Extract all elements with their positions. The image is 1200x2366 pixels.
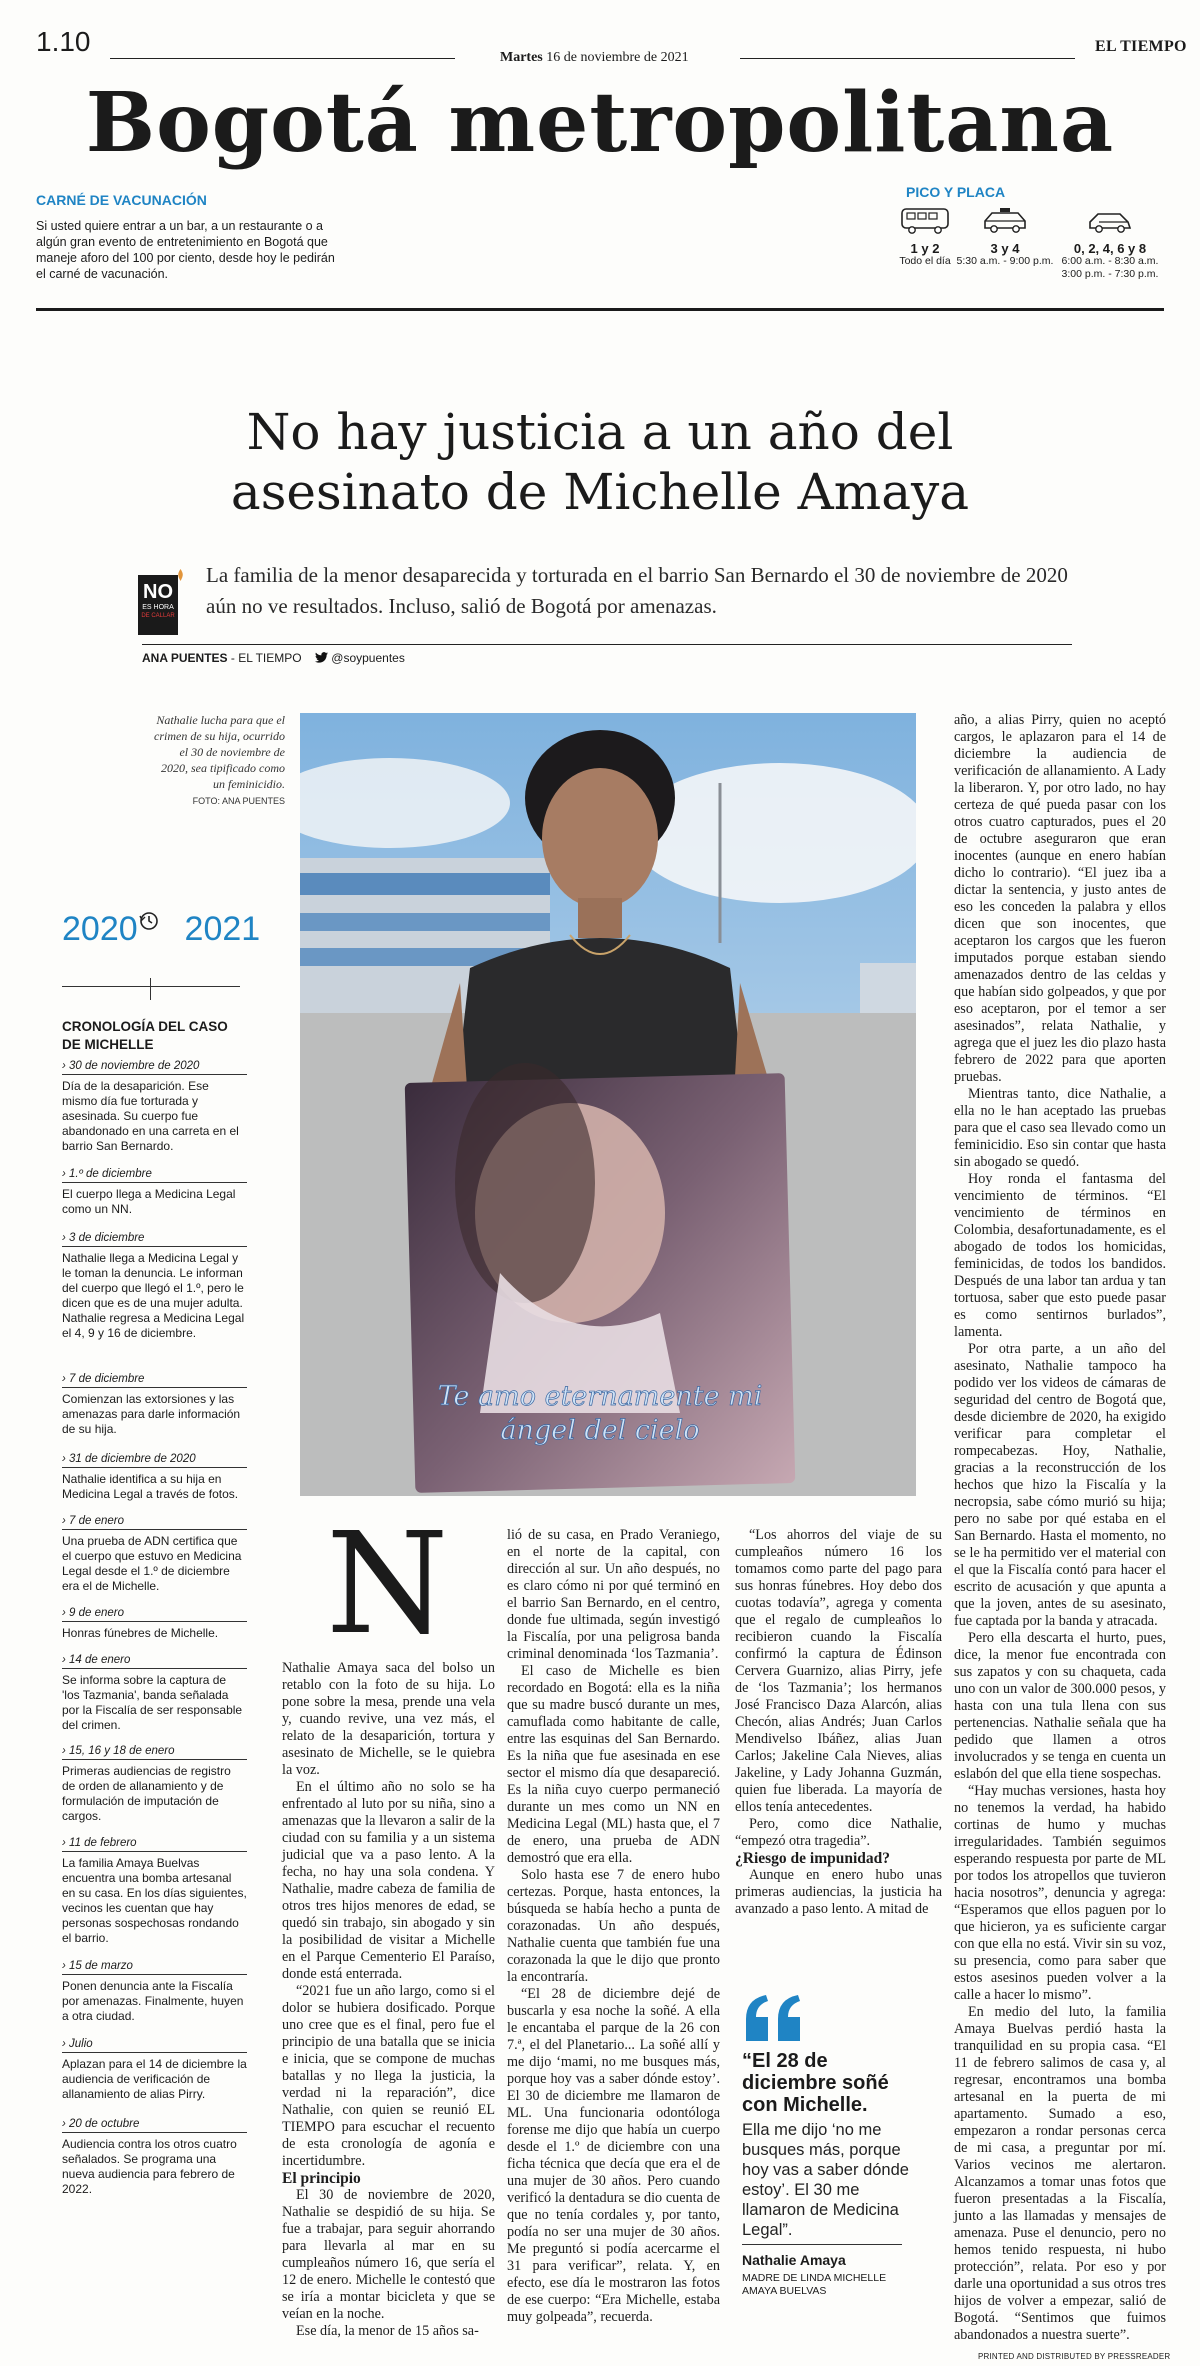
issue-date-day: Martes <box>500 50 543 65</box>
paragraph: En medio del luto, la familia Amaya Buelvas perdió hasta la tranquilidad en su propia casa. “El 11 de febrero salimos de casa y, al regresar, encontramos una bomba artesanal en la puerta de mi apartamento. Sumado a eso, empezaron a rondar personas cerca de mi casa, a preguntar por mí. Varios vecinos me alertaron. Alcanzamos a tomar unas fotos que fueron presentadas a la Fiscalía, junto a las llamadas y mensajes de amenaza. Puse el denuncio, pero no hemos tenido respuesta, ni hubo protección”, relata. Por eso y por darle una oportunidad a sus otros tres hijos de volver a empezar, salió de Bogotá. “Sentimos que fuimos abandonados a nuestra suerte”. <box>954 2004 1166 2343</box>
timeline-date: › 31 de diciembre de 2020 <box>62 1453 247 1468</box>
timeline-date: › 14 de enero <box>62 1654 247 1669</box>
paragraph: Ese día, la menor de 15 años sa- <box>296 2323 479 2339</box>
page-number: 1.10 <box>36 26 91 57</box>
taxi-icon <box>979 206 1031 236</box>
timeline-entry <box>62 1654 247 1733</box>
timeline-axis <box>62 986 240 987</box>
subheading: El principio <box>282 2170 361 2187</box>
header-divider <box>36 308 1164 311</box>
pico-digits-bus: 1 y 2 <box>910 241 940 256</box>
vaccination-body: Si usted quiere entrar a un bar, a un restaurante o a algún gran evento de entretenimiento en Bogotá que maneje aforo del 100 por ciento, desde hoy le pedirán el carné de vacunación. <box>36 219 335 281</box>
paragraph: El 30 de noviembre de 2020, Nathalie se despidió de su hija. Se fue a trabajar, para seguir ahorrando para llevarla al mar en su cumpleaños número 16, que sería el 12 de enero. Michelle le contestó que se iría a montar bicicleta y que se veían en la noche. <box>282 2187 495 2322</box>
timeline-date: › Julio <box>62 2038 247 2053</box>
printed-by-notice: PRINTED AND DISTRIBUTED BY PRESSREADER <box>978 2352 1171 2361</box>
article-headline <box>150 402 1050 522</box>
pico-times-taxi: 5:30 a.m. - 9:00 p.m. <box>956 255 1054 267</box>
paragraph: “El 28 de diciembre dejé de buscarla y esa noche la soñé. A ella le encantaba el parque de la 26 con 7.ª, el del Planetario... La soñé allí y me dijo ‘mami, no me busques más, porque hoy vas a saber dónde estoy’. El 30 de diciembre me llamaron de ML. Una funcionaria odontóloga forense me dijo que había un cuerpo desde el 1.º de diciembre con una ficha técnica que decía que era el de una mujer de 30 años. Pero cuando verificó la dentadura se dio cuenta de que no tenía cordales y, por tanto, podía no ser una mujer de 30 años. Me preguntó si podía acercarme el 31 para verificar”, relata. Y, en efecto, ese día le mostraron las fotos de ese cuerpo: “Era Michelle, estaba muy golpeada”, recuerda. <box>507 1986 720 2325</box>
header-rule-left <box>110 58 455 59</box>
pico-column-car <box>1055 206 1165 281</box>
section-title: Bogotá metropolitana <box>85 75 1115 171</box>
paragraph: Nathalie Amaya saca del bolso un retablo con la foto de su hija. Lo pone sobre la mesa, prende una vela y, cuando revive, una vez más, el relato de la desaparición, tortura y asesinato de Michelle, se le quiebra la voz. <box>282 1660 495 1778</box>
byline <box>142 651 405 665</box>
timeline-text: Aplazan para el 14 de diciembre la audiencia de verificación de allanamiento de alias Pirry. <box>62 2057 247 2101</box>
timeline-entry <box>62 1232 247 1341</box>
paragraph: “Hay muchas versiones, hasta hoy no tenemos la verdad, ha habido cortinas de humo y muchas irregularidades. También seguimos esperando respuesta por parte de ML por todos los atropellos que tuvieron hacia nosotros”, denuncia y agrega: “Esperamos que ellos paguen por lo que hicieron, ya es suficiente cargar con que ella no está. Vivir sin su voz, su presencia, como para saber que estos asesinos pueden volver a la calle a hacer lo mismo”. <box>954 1783 1166 2003</box>
paragraph: Por otra parte, a un año del asesinato, Nathalie tampoco ha podido ver los videos de cámaras de seguridad del centro de Bogotá que, desde diciembre de 2020, ha exigido verificar para completar el rompecabezas. Hoy, Nathalie, gracias a la reconstrucción de los hechos que hizo la Fiscalía y la necropsia, sabe cómo murió su hija; pero no sabe por qué estaba en el San Bernardo. Hasta el momento, no se le ha permitido ver el material con el que la Fiscalía contó para hacer el escrito de acusación y que apunta a que la joven, antes de su asesinato, fue captada por la banda y atracada. <box>954 1341 1166 1629</box>
paragraph: Pero ella descarta el hurto, pues, dice, la menor fue encontrada con sus zapatos y con su chaqueta, cada uno con un valor de 300.000 pesos, y hasta con una tula llena con sus pertenencias. Nathalie señala que ha pedido que llamen a otros involucrados y se tenga en cuenta un eslabón del que ella tiene sospechas. <box>954 1630 1166 1782</box>
timeline-text: Comienzan las extorsiones y las amenazas para darle información de su hija. <box>62 1392 241 1436</box>
timeline-entry <box>62 1168 247 1217</box>
timeline-text: Honras fúnebres de Michelle. <box>62 1626 219 1640</box>
timeline-year-start: 2020 <box>62 910 138 948</box>
drop-cap: N <box>326 1503 449 1666</box>
header-rule-right <box>740 58 1075 59</box>
pullquote-attribution-role: MADRE DE LINDA MICHELLE AMAYA BUELVAS <box>742 2272 887 2297</box>
car-icon <box>1084 206 1136 236</box>
brand-logo: EL TIEMPO <box>1095 38 1187 55</box>
author-twitter: @soypuentes <box>331 651 405 665</box>
pico-column-taxi <box>950 206 1060 268</box>
timeline-text: Nathalie identifica a su hija en Medicina Legal a través de fotos. <box>62 1472 239 1501</box>
article-deck: La familia de la menor desaparecida y torturada en el barrio San Bernardo el 30 de noviembre de 2020 aún no ve resultados. Incluso, salió de Bogotá por amenazas. <box>206 563 1068 618</box>
pullquote-lead: “El 28 de diciembre soñé con Michelle. <box>742 2050 889 2116</box>
pico-y-placa-title: PICO Y PLACA <box>906 184 1006 200</box>
paragraph: Aunque en enero hubo unas primeras audiencias, la justicia ha avanzado a paso lento. A mitad de <box>735 1867 942 1917</box>
timeline-text: La familia Amaya Buelvas encuentra una bomba artesanal en su casa. En los días siguientes, vecinos les cuentan que hay personas sospechosas rondando el barrio. <box>62 1856 247 1945</box>
photo-caption-text: Nathalie lucha para que el crimen de su hija, ocurrido el 30 de noviembre de 2020, sea tipificado como un feminicidio. <box>154 713 285 791</box>
photo-overlay-text-line-2: ángel del cielo <box>500 1415 700 1446</box>
badge-line-2: ES HORA <box>142 604 174 611</box>
timeline-date: › 20 de octubre <box>62 2118 247 2133</box>
quote-mark-icon <box>742 1993 806 2043</box>
badge-line-1: NO <box>143 581 173 603</box>
timeline-date: › 9 de enero <box>62 1607 247 1622</box>
photo-credit: FOTO: ANA PUENTES <box>192 796 285 806</box>
badge-line-3: DE CALLAR <box>141 613 175 619</box>
timeline-entry <box>62 1960 247 2024</box>
timeline-entry <box>62 1060 247 1154</box>
paragraph: En el último año no solo se ha enfrentado al luto por su niña, sino a amenazas que la llevaron a salir de la ciudad con su familia y a un sistema judicial que va a paso lento. A la fecha, no hay una sola condena. Y Nathalie, madre cabeza de familia de otros tres hijos menores de edad, se quedó sin trabajo, sin abogado y sin la posibilidad de visitar a Michelle en el Parque Cementerio El Paraíso, donde está enterrada. <box>282 1779 495 1982</box>
timeline-text: Ponen denuncia ante la Fiscalía por amenazas. Finalmente, huyen a otra ciudad. <box>62 1979 244 2023</box>
timeline-date: › 3 de diciembre <box>62 1232 247 1247</box>
timeline-entry <box>62 1453 247 1502</box>
timeline-text: Primeras audiencias de registro de orden de allanamiento y de formulación de imputación de cargos. <box>62 1764 231 1823</box>
timeline-entry <box>62 1837 247 1946</box>
timeline-text: Día de la desaparición. Ese mismo día fue torturada y asesinada. Su cuerpo fue abandonado en una carreta en el barrio San Bernardo. <box>62 1079 239 1153</box>
timeline-date: › 11 de febrero <box>62 1837 247 1852</box>
clock-refresh-icon <box>138 910 160 932</box>
byline-rule <box>142 644 1072 645</box>
paragraph: Solo hasta ese 7 de enero hubo certezas. Porque, hasta entonces, la búsqueda se había hecho a punta de corazonadas. Un año después, Nathalie cuenta que también fue una corazonada la que le dijo que pronto la encontraría. <box>507 1867 720 1985</box>
pico-digits-car: 0, 2, 4, 6 y 8 <box>1073 241 1147 256</box>
paragraph: “Los ahorros del viaje de su cumpleaños número 16 los tomamos como parte del pago para sus honras fúnebres. Hoy debo dos cuotas todavía”, agrega y comenta que el regalo de cumpleaños lo recibieron cuando la Fiscalía confirmó la captura de Édinson Cervera Guarnizo, alias Pirry, jefe de ‘los Tazmania’; los hermanos José Francisco Daza Alarcón, alias Checón, alias Andrés; Juan Carlos Mendivelso Ibáñez, alias Juan Carlos; Jakeline Cala Nieves, alias Jakeline, y Lady Johanna Guzmán, quien fue liberada. La mayoría de ellos tenía antecedentes. <box>735 1527 942 1815</box>
timeline-date: › 15 de marzo <box>62 1960 247 1975</box>
headline-line-1: No hay justicia a un año del <box>246 403 954 461</box>
paragraph: El caso de Michelle es bien recordado en Bogotá: ella es la niña que su madre buscó durante un mes, camuflada como habitante de calle, entre las esquinas del San Bernardo. Es la niña que fue asesinada en ese sector el mismo día que desapareció. Es la niña cuyo cuerpo permaneció durante un mes como un NN en Medicina Legal (ML) hasta que, el 7 de enero, una prueba de ADN demostró que era ella. <box>507 1663 720 1866</box>
pullquote-attribution-name: Nathalie Amaya <box>742 2252 846 2268</box>
author-name: ANA PUENTES <box>142 651 228 665</box>
paragraph: Pero, como dice Nathalie, “empezó otra tragedia”. <box>735 1816 942 1849</box>
timeline-date: › 7 de diciembre <box>62 1373 247 1388</box>
timeline-date: › 30 de noviembre de 2020 <box>62 1060 247 1075</box>
body-column-3 <box>735 1527 942 1918</box>
twitter-icon <box>315 651 331 665</box>
bus-icon <box>899 206 951 236</box>
pullquote-text: Ella me dijo ‘no me busques más, porque hoy vas a saber dónde estoy’. El 30 me llamaron de Medicina Legal”. <box>742 2121 909 2239</box>
timeline-entry <box>62 2118 247 2197</box>
timeline-axis-tick <box>150 978 151 1000</box>
pico-times-bus: Todo el día <box>899 255 951 267</box>
timeline-entry <box>62 1373 247 1437</box>
timeline-text: El cuerpo llega a Medicina Legal como un NN. <box>62 1187 236 1216</box>
timeline-entry <box>62 2038 247 2102</box>
paragraph: Mientras tanto, dice Nathalie, a ella no le han aceptado las pruebas para que el caso sea llevado como un feminicidio. Eso sin contar que hasta sin abogado se quedó. <box>954 1086 1166 1170</box>
paragraph: “2021 fue un año largo, como si el dolor se hubiera dosificado. Porque uno cree que es el final, pero fue el principio de una batalla que se inicia e inicia, que se compone de muchas batallas y no llega la justicia, la verdad ni la reparación”, dice Nathalie, con quien se reunió EL TIEMPO para escuchar el recuento de esta cronología de agonía e incertidumbre. <box>282 1983 495 2169</box>
body-column-2 <box>507 1527 720 2326</box>
timeline-text: Audiencia contra los otros cuatro señalados. Se programa una nueva audiencia para febrero de 2022. <box>62 2137 237 2196</box>
photo-mother-holding-portrait <box>300 713 916 1496</box>
timeline-text: Nathalie llega a Medicina Legal y le toman la denuncia. Le informan del cuerpo que llegó el 1.º, pero le dicen que es de una mujer adulta. Nathalie regresa a Medicina Legal el 4, 9 y 16 de diciembre. <box>62 1251 245 1340</box>
timeline-date: › 15, 16 y 18 de enero <box>62 1745 247 1760</box>
timeline-years <box>62 910 260 949</box>
timeline-entry <box>62 1515 247 1594</box>
timeline-entry <box>62 1745 247 1824</box>
candle-flame-icon <box>176 566 185 578</box>
timeline-year-end: 2021 <box>184 910 261 948</box>
timeline-title: CRONOLOGÍA DEL CASO DE MICHELLE <box>62 1019 228 1052</box>
paragraph: año, a alias Pirry, quien no aceptó cargos, le aplazaron para el 14 de diciembre la audiencia de verificación de allanamiento. A Lady la liberaron. Y, por otro lado, no hay certeza de qué pueda pasar con los otros cuatro capturados, pues el 20 de octubre aseguraron que eran inocentes (aunque en enero habían dicho lo contrario). “El juez iba a dictar la sentencia, y justo antes de eso les conceden la palabra y ellos dicen que son inocentes, que aceptaron los cargos que les fueron imputados porque estaban siendo amenazados dentro de las celdas y que habían sido golpeados, y que por eso aceptaron, por el temor a ser asesinados”, relata Nathalie, y agrega que el juez les dio plazo hasta febrero de 2022 para que aporten pruebas. <box>954 712 1166 1085</box>
vaccination-title: CARNÉ DE VACUNACIÓN <box>36 192 207 208</box>
timeline-date: › 7 de enero <box>62 1515 247 1530</box>
pico-digits-taxi: 3 y 4 <box>990 241 1020 256</box>
paragraph: lió de su casa, en Prado Veraniego, en el norte de la capital, con dirección al sur. Un año después, no es claro cómo ni por qué terminó en el barrio San Bernardo, en el centro, donde fue ultimada, según investigó la Fiscalía, por una peligrosa banda criminal denominada ‘los Tazmania’. <box>507 1527 720 1662</box>
author-outlet: - EL TIEMPO <box>227 651 302 665</box>
subheading: ¿Riesgo de impunidad? <box>735 1850 891 1867</box>
pullquote-rule <box>742 2244 902 2245</box>
paragraph: Hoy ronda el fantasma del vencimiento de términos. “El vencimiento de términos en Colombia, desafortunadamente, es el abogado de todos los homicidas, feminicidas, de todos los bandidos. Después de una labor tan ardua y tan tortuosa, saber que esto puede pasar es como sentirnos burlados”, lamenta. <box>954 1171 1166 1340</box>
issue-date-text: 16 de noviembre de 2021 <box>546 50 689 65</box>
no-es-hora-de-callar-badge <box>138 575 178 635</box>
photo-caption <box>150 712 285 809</box>
body-column-1 <box>282 1660 495 2340</box>
headline-line-2: asesinato de Michelle Amaya <box>230 463 970 521</box>
timeline-text: Se informa sobre la captura de 'los Tazmania', banda señalada por la Fiscalía de ser responsable del crimen. <box>62 1673 243 1732</box>
issue-date <box>500 50 689 66</box>
timeline-text: Una prueba de ADN certifica que el cuerpo que estuvo en Medicina Legal desde el 1.º de diciembre era el de Michelle. <box>62 1534 242 1593</box>
photo-overlay-text-line-1: Te amo eternamente mi <box>437 1381 763 1412</box>
timeline-date: › 1.º de diciembre <box>62 1168 247 1183</box>
article-photo <box>300 713 916 1496</box>
body-column-4 <box>954 712 1166 2344</box>
timeline-entry <box>62 1607 247 1641</box>
pico-times-car: 6:00 a.m. - 8:30 a.m. 3:00 p.m. - 7:30 p.m. <box>1061 255 1159 280</box>
